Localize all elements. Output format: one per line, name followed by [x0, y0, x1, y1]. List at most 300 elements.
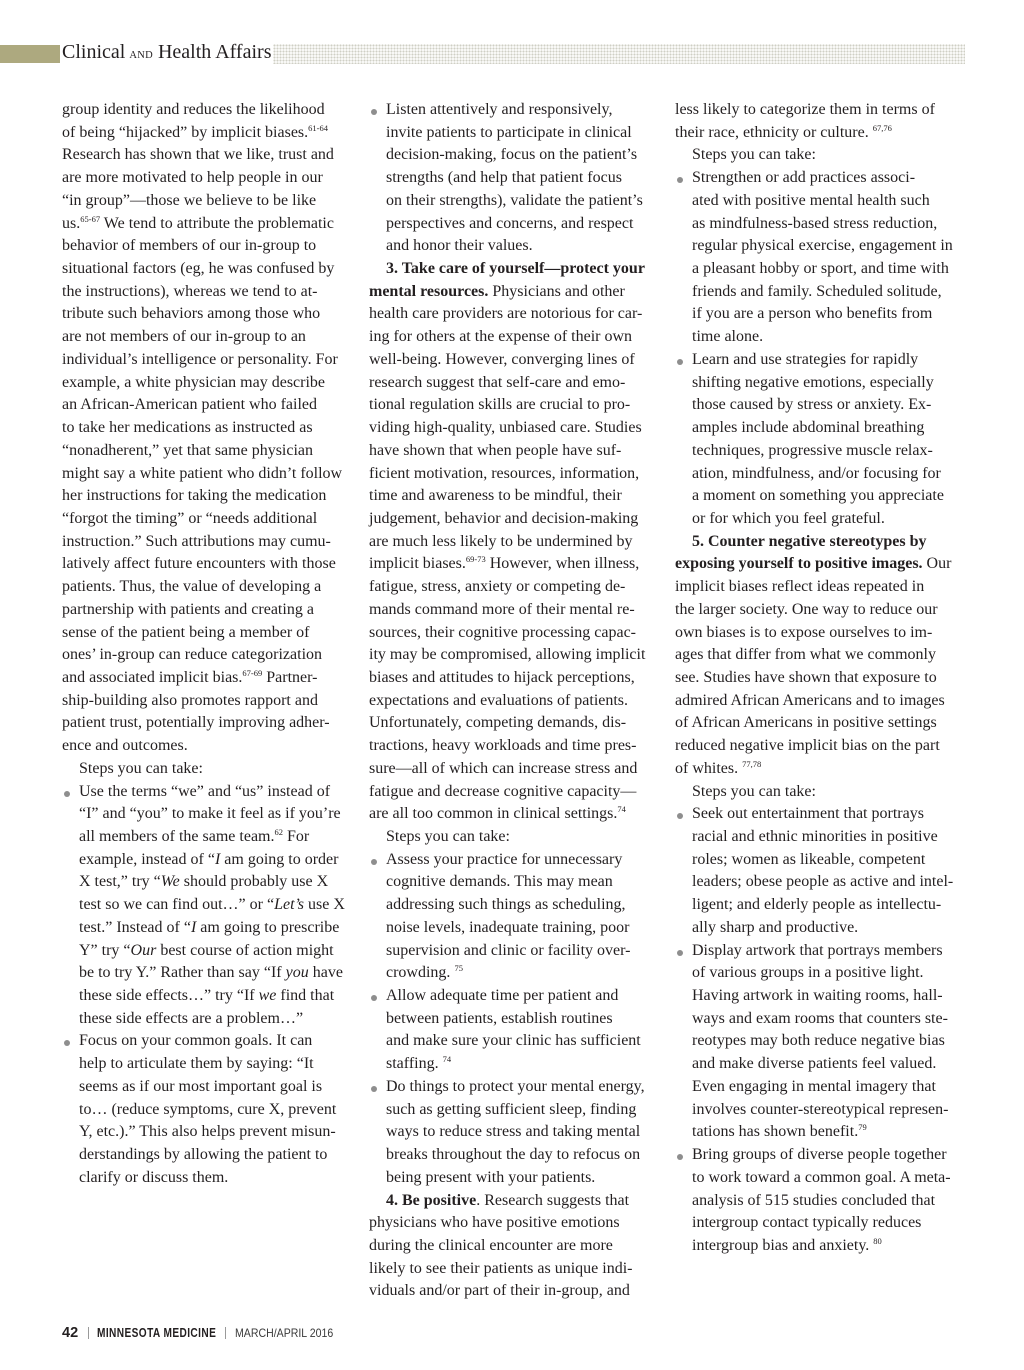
text-run: to take her medications as instructed as [62, 419, 313, 437]
text-line [675, 213, 962, 236]
text-run: Y” try “ [79, 941, 131, 959]
line-text [675, 122, 892, 145]
text-run: Physicians and other [488, 282, 625, 300]
line-text [692, 394, 931, 417]
line-text [692, 985, 943, 1008]
italic-emphasis: We [160, 873, 180, 891]
text-run: ity may be compromised, allowing implicit [369, 646, 646, 664]
text-run: X test,” try “ [79, 873, 161, 891]
line-text [692, 1190, 935, 1213]
text-run: . Research suggests that [476, 1191, 630, 1209]
text-line [675, 622, 962, 645]
line-text [692, 190, 930, 213]
text-run: “in group”—those we believe to be like [62, 191, 317, 209]
text-line [369, 1076, 656, 1099]
issue-date: MARCH/APRIL 2016 [235, 1326, 334, 1340]
text-line [369, 190, 656, 213]
text-run: best course of action might [156, 941, 334, 959]
line-text [692, 463, 941, 486]
line-text [62, 99, 325, 122]
text-run: of being “hijacked” by implicit biases. [62, 123, 309, 141]
text-line [369, 644, 656, 667]
text-run: be to try Y.” Rather than say “If [79, 964, 286, 982]
text-run: am going to order [220, 850, 339, 868]
text-line [675, 735, 962, 758]
line-text [79, 781, 330, 804]
text-line [675, 1235, 962, 1258]
text-run: as mindfulness-based stress reduction, [692, 214, 938, 232]
text-run: patient trust, potentially improving adher- [62, 714, 330, 732]
text-run: less likely to categorize them in terms of [675, 101, 935, 118]
line-text [386, 917, 629, 940]
line-text [62, 122, 328, 145]
bullet-icon [677, 1154, 683, 1160]
line-text [386, 190, 643, 213]
citation-superscript: 74 [617, 804, 626, 815]
text-run: of African Americans in positive settings [675, 714, 937, 732]
citation-superscript: 77,78 [742, 758, 762, 769]
text-line [62, 531, 349, 554]
line-text [79, 1167, 228, 1190]
text-line [369, 622, 656, 645]
text-line [62, 349, 349, 372]
text-run: to work toward a common goal. A meta- [692, 1168, 951, 1186]
text-run: ship-building also promotes rapport and [62, 691, 318, 709]
text-run: and make diverse patients feel valued. [692, 1055, 937, 1073]
text-run: Our [922, 555, 952, 573]
line-text [369, 758, 637, 781]
line-text [62, 235, 316, 258]
line-text [369, 463, 639, 486]
citation-superscript: 61-64 [308, 122, 328, 133]
bullet-icon [677, 950, 683, 956]
line-text [79, 940, 334, 963]
text-line [675, 463, 962, 486]
text-line [675, 917, 962, 940]
text-run: implicit biases. [369, 555, 466, 573]
bullet-icon [677, 177, 683, 183]
text-line [369, 576, 656, 599]
bullet-icon [64, 1040, 70, 1046]
text-line [62, 281, 349, 304]
line-text [369, 667, 635, 690]
line-text [675, 576, 924, 599]
text-run: us. [62, 214, 81, 232]
paragraph [62, 99, 349, 758]
text-run: tractions, heavy workloads and time pres- [369, 737, 637, 755]
citation-superscript: 67-69 [242, 667, 263, 678]
text-line [62, 190, 349, 213]
line-text [692, 440, 933, 463]
line-text [692, 894, 941, 917]
bullet-icon [677, 813, 683, 819]
text-line [369, 1235, 656, 1258]
line-text [369, 599, 635, 622]
line-text [369, 326, 632, 349]
bullet-item [675, 167, 962, 349]
text-line [62, 712, 349, 735]
line-text [62, 644, 322, 667]
text-line [62, 485, 349, 508]
citation-superscript: 69-73 [465, 554, 486, 565]
text-run: Having artwork in waiting rooms, hall- [692, 987, 943, 1005]
text-line [62, 372, 349, 395]
text-line [675, 826, 962, 849]
text-run: supervision and clinic or facility over- [386, 941, 631, 959]
text-run: tional regulation skills are crucial to pro- [369, 396, 631, 414]
text-line [675, 599, 962, 622]
line-text [692, 849, 925, 872]
bold-run-in-heading: exposing yourself to positive images. [675, 555, 923, 573]
text-run: invite patients to participate in clinical [386, 123, 632, 141]
citation-superscript: 65-67 [80, 213, 101, 224]
line-text [692, 235, 953, 258]
text-run: of various groups in a positive light. [692, 964, 924, 982]
line-text [62, 213, 334, 236]
text-run: clarify or discuss them. [79, 1168, 229, 1186]
line-text [369, 394, 630, 417]
line-text [675, 758, 761, 781]
text-run: ligent; and elderly people as intellectu- [692, 896, 942, 914]
text-line [369, 758, 656, 781]
text-run: viding high-quality, unbiased care. Studies [369, 419, 642, 437]
text-run: techniques, progressive muscle relax- [692, 441, 933, 459]
text-run: Steps you can take: [79, 759, 203, 777]
text-run: am going to prescribe [196, 918, 340, 936]
text-run: friends and family. Scheduled solitude, [692, 282, 942, 300]
text-run: their race, ethnicity or culture. [675, 123, 873, 141]
text-line [675, 99, 962, 122]
italic-emphasis: we [258, 987, 277, 1005]
text-run: viduals and/or part of their in-group, and [369, 1282, 630, 1300]
text-run: test.” Instead of “ [79, 918, 191, 936]
text-run: Assess your practice for unnecessary [386, 850, 623, 868]
text-run: leaders; obese people as active and intel- [692, 873, 954, 891]
text-line [369, 1008, 656, 1031]
footer-divider [225, 1327, 226, 1339]
page-number: 42 [62, 1325, 79, 1341]
bullet-icon [371, 1086, 377, 1092]
line-text [386, 962, 463, 985]
bullet-item [369, 985, 656, 1076]
line-text [369, 417, 642, 440]
text-line [675, 394, 962, 417]
line-text [386, 1121, 640, 1144]
text-line [369, 258, 656, 281]
line-text [62, 508, 317, 531]
text-run: sense of the patient being a member of [62, 623, 310, 641]
line-text [692, 508, 885, 531]
line-text [79, 1144, 327, 1167]
text-run: ways to reduce stress and taking mental [386, 1123, 641, 1141]
text-line [369, 667, 656, 690]
text-run: admired African Americans and to images [675, 691, 945, 709]
line-text [62, 190, 316, 213]
text-line [62, 235, 349, 258]
line-text [386, 1190, 629, 1213]
line-text [692, 940, 943, 963]
line-text [692, 1167, 951, 1190]
bullet-item [675, 349, 962, 531]
line-text [386, 1053, 451, 1076]
line-text [692, 1008, 948, 1031]
line-text [692, 803, 924, 826]
line-text [79, 962, 343, 985]
text-line [675, 849, 962, 872]
text-run: seems as if our most important goal is [79, 1077, 323, 1095]
line-text [62, 349, 338, 372]
text-run: intergroup contact typically reduces [692, 1214, 922, 1232]
text-line [62, 508, 349, 531]
text-line [369, 1053, 656, 1076]
bullet-icon [64, 791, 70, 797]
text-run: individual’s intelligence or personality. For [62, 350, 338, 368]
line-text [62, 735, 188, 758]
line-text [369, 690, 628, 713]
line-text [692, 1053, 936, 1076]
text-line [369, 1258, 656, 1281]
line-text [369, 781, 636, 804]
text-line [62, 849, 349, 872]
text-run: sure—all of which can increase stress and [369, 759, 638, 777]
line-text [62, 599, 314, 622]
text-line [62, 303, 349, 326]
paragraph [675, 531, 962, 781]
text-line [62, 122, 349, 145]
line-text [79, 826, 309, 849]
text-line [369, 735, 656, 758]
line-text [62, 576, 321, 599]
text-line [62, 326, 349, 349]
text-line [675, 508, 962, 531]
line-text [369, 644, 645, 667]
text-run: amples include abdominal breathing [692, 419, 925, 437]
text-line [369, 940, 656, 963]
line-text [62, 144, 334, 167]
text-line [369, 962, 656, 985]
text-run: physicians who have positive emotions [369, 1214, 620, 1232]
text-run: “I” and “you” to make it feel as if you’re [79, 805, 341, 823]
line-text [62, 667, 317, 690]
line-text [62, 463, 342, 486]
text-run: see. Studies have shown that exposure to [675, 668, 937, 686]
line-text [369, 1280, 630, 1303]
text-column-3 [675, 99, 962, 1258]
line-text [675, 667, 937, 690]
text-run: Do things to protect your mental energy, [386, 1077, 645, 1095]
text-line [675, 576, 962, 599]
text-line [369, 99, 656, 122]
text-line [675, 758, 962, 781]
text-run: judgement, behavior and decision-making [369, 509, 639, 527]
text-line [369, 1190, 656, 1213]
text-run: ence and outcomes. [62, 737, 188, 755]
bold-run-in-heading: 5. Counter negative stereotypes by [692, 532, 927, 550]
line-text [62, 326, 306, 349]
text-run: all members of the same team. [79, 828, 275, 845]
italic-emphasis: I [190, 918, 197, 936]
text-run: have [308, 964, 343, 982]
line-text [692, 531, 927, 554]
text-run: group identity and reduces the likelihood [62, 101, 325, 118]
line-text [386, 144, 637, 167]
text-run: Y, etc.).” This also helps prevent misun- [79, 1123, 336, 1141]
line-text [62, 622, 309, 645]
text-run: Listen attentively and responsively, [386, 101, 613, 118]
section-title-clinical: Clinical [62, 41, 126, 63]
text-run: patients. Thus, the value of developing a [62, 578, 322, 596]
text-run: noise levels, inadequate training, poor [386, 918, 630, 936]
line-text [62, 485, 326, 508]
header-dot-pattern [273, 44, 965, 64]
line-text [79, 758, 203, 781]
text-line [675, 485, 962, 508]
line-text [369, 372, 625, 395]
line-text [675, 712, 937, 735]
text-run: test so we can find out…” or “ [79, 896, 275, 914]
text-line [675, 690, 962, 713]
text-line [62, 99, 349, 122]
line-text [692, 417, 924, 440]
text-line [62, 1167, 349, 1190]
footer-divider [88, 1327, 89, 1339]
text-run: analysis of 515 studies concluded that [692, 1191, 936, 1209]
text-line [62, 1121, 349, 1144]
text-line [675, 167, 962, 190]
text-line [62, 917, 349, 940]
line-text [62, 553, 336, 576]
text-line [369, 303, 656, 326]
line-text [386, 871, 613, 894]
line-text [79, 1030, 312, 1053]
text-line [369, 1212, 656, 1235]
text-run: “forgot the timing” or “needs additional [62, 509, 318, 527]
text-line [62, 1008, 349, 1031]
bullet-item [675, 803, 962, 939]
text-line [675, 667, 962, 690]
text-line [675, 781, 962, 804]
text-run: shifting negative emotions, especially [692, 373, 934, 391]
text-run: these side effects are a problem…” [79, 1009, 304, 1027]
line-text [386, 826, 510, 849]
text-line [675, 326, 962, 349]
line-text [62, 281, 317, 304]
text-line [675, 1030, 962, 1053]
text-run: Strengthen or add practices associ- [692, 169, 916, 187]
text-line [62, 599, 349, 622]
text-run: Steps you can take: [692, 782, 816, 800]
line-text [369, 712, 626, 735]
text-line [675, 1076, 962, 1099]
text-run: fatigue, stress, anxiety or competing de- [369, 578, 626, 596]
text-line [675, 962, 962, 985]
text-line [369, 1030, 656, 1053]
text-line [62, 144, 349, 167]
text-run: breaks throughout the day to refocus on [386, 1146, 641, 1164]
text-run: if you are a person who benefits from [692, 305, 933, 323]
text-line [62, 871, 349, 894]
paragraph [675, 99, 962, 144]
text-line [675, 644, 962, 667]
text-line [369, 167, 656, 190]
line-text [386, 985, 618, 1008]
line-text [62, 167, 323, 190]
line-text [692, 1030, 945, 1053]
line-text [62, 417, 313, 440]
text-run: Use the terms “we” and “us” instead of [79, 782, 331, 800]
section-color-bar [0, 45, 60, 63]
text-run: to… (reduce symptoms, cure X, prevent [79, 1100, 337, 1118]
text-run: research suggest that self-care and emo- [369, 373, 626, 391]
italic-emphasis: I [214, 850, 221, 868]
text-run: own biases is to expose ourselves to im- [675, 623, 933, 641]
text-line [675, 122, 962, 145]
line-text [692, 485, 944, 508]
text-run: reduced negative implicit bias on the part [675, 737, 940, 755]
line-text [369, 440, 621, 463]
line-text [369, 1258, 633, 1281]
italic-emphasis: you [285, 964, 309, 982]
line-text [692, 962, 924, 985]
text-line [369, 871, 656, 894]
text-line [675, 1167, 962, 1190]
text-run: Steps you can take: [386, 828, 510, 845]
text-line [369, 213, 656, 236]
line-text [386, 167, 622, 190]
citation-superscript: 62 [274, 827, 283, 837]
text-run: strengths (and help that patient focus [386, 169, 622, 187]
bold-run-in-heading: mental resources. [369, 282, 489, 300]
text-line [62, 440, 349, 463]
text-line [675, 1099, 962, 1122]
text-run: intergroup bias and anxiety. [692, 1236, 874, 1254]
text-line [62, 803, 349, 826]
text-run: ally sharp and productive. [692, 918, 859, 936]
text-run: implicit biases reflect ideas repeated in [675, 578, 925, 596]
line-text [79, 1121, 336, 1144]
bullet-item [369, 849, 656, 985]
line-text [692, 372, 934, 395]
line-text [692, 258, 949, 281]
text-line [675, 1008, 962, 1031]
text-run: decision-making, focus on the patient’s [386, 146, 638, 164]
text-line [369, 690, 656, 713]
text-run: well-being. However, converging lines of [369, 350, 635, 368]
line-text [386, 1008, 613, 1031]
text-line [675, 1212, 962, 1235]
text-line [369, 553, 656, 576]
text-run: For [282, 828, 310, 845]
text-run: time alone. [692, 328, 764, 346]
text-line [369, 144, 656, 167]
text-run: a moment on something you appreciate [692, 487, 944, 505]
line-text [62, 372, 325, 395]
line-text [62, 303, 320, 326]
line-text [386, 1167, 595, 1190]
line-text [675, 735, 940, 758]
text-run: Research has shown that we like, trust and [62, 146, 334, 164]
text-line [369, 781, 656, 804]
line-text [369, 1235, 613, 1258]
text-run: latively affect future encounters with those [62, 555, 336, 573]
text-line [62, 962, 349, 985]
text-line [675, 281, 962, 304]
text-run: find that [276, 987, 335, 1005]
bullet-item [62, 781, 349, 1031]
line-text [369, 303, 642, 326]
text-run: her instructions for taking the medication [62, 487, 327, 505]
text-run: roles; women as likeable, competent [692, 850, 926, 868]
